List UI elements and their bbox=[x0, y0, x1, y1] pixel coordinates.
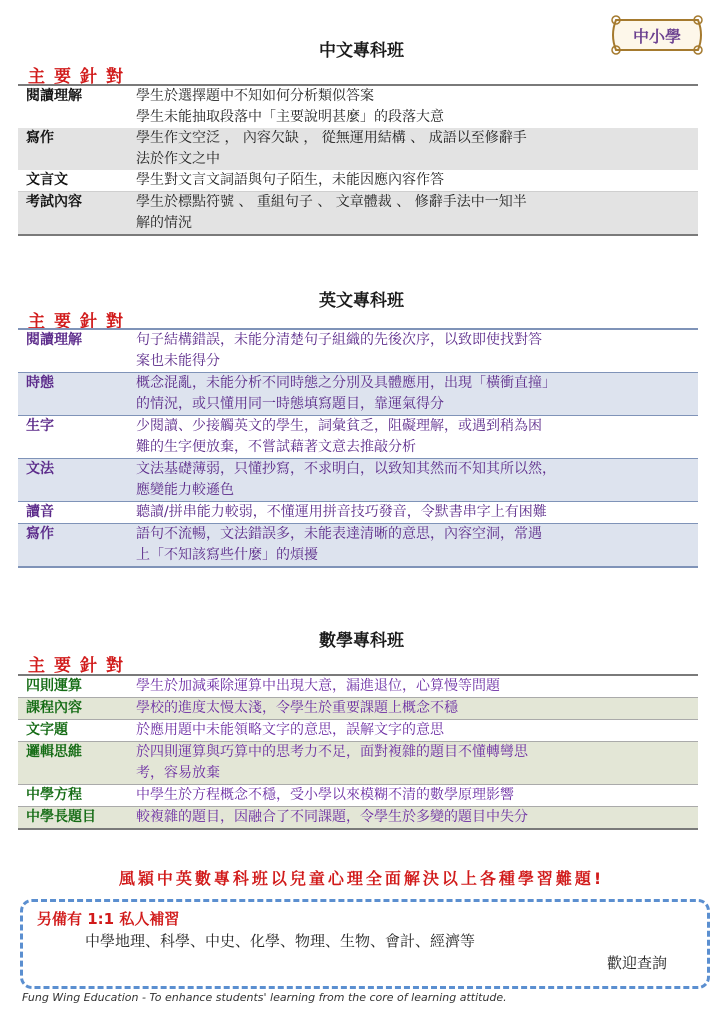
chinese-table bbox=[18, 84, 698, 236]
row-label: 生字 bbox=[26, 418, 54, 434]
table-row bbox=[18, 742, 698, 785]
table-row bbox=[18, 676, 698, 698]
row-label: 文言文 bbox=[26, 172, 68, 188]
row-label: 中學長題目 bbox=[26, 809, 96, 825]
table-row bbox=[18, 720, 698, 742]
table-row bbox=[18, 330, 698, 373]
row-label: 閱讀理解 bbox=[26, 332, 82, 348]
row-label: 中學方程 bbox=[26, 787, 82, 803]
chinese-title: 中文專科班 bbox=[319, 41, 404, 61]
row-text: 中學生於方程概念不穩，受小學以來模糊不清的數學原理影響 bbox=[136, 787, 514, 803]
extra-tutoring-box bbox=[20, 899, 710, 989]
footer-tagline: Fung Wing Education - To enhance students' learning from the core of learning attitude. bbox=[22, 991, 507, 1004]
row-text: 語句不流暢，文法錯誤多，未能表達清晰的意思，內容空洞，常遇 上「不知該寫些什麼」的煩擾 bbox=[136, 526, 542, 563]
table-row bbox=[18, 502, 698, 524]
badge-label: 中小學 bbox=[632, 27, 681, 46]
math-table bbox=[18, 674, 698, 830]
table-row bbox=[18, 86, 698, 128]
row-label: 寫作 bbox=[26, 130, 54, 146]
row-label: 讀音 bbox=[26, 504, 54, 520]
row-label: 課程內容 bbox=[26, 700, 82, 716]
table-row bbox=[18, 416, 698, 459]
slogan: 風穎中英數專科班以兒童心理全面解決以上各種學習難題! bbox=[118, 869, 605, 888]
row-text: 學生於加減乘除運算中出現大意，漏進退位，心算慢等問題 bbox=[136, 678, 500, 694]
table-row bbox=[18, 524, 698, 568]
row-text: 聽讀/拼串能力較弱，不懂運用拼音技巧發音，令默書串字上有困難 bbox=[136, 504, 547, 520]
math-focus-heading: 主要針對 bbox=[28, 656, 132, 676]
row-text: 學生對文言文詞語與句子陌生，未能因應內容作答 bbox=[136, 172, 444, 188]
row-label: 文法 bbox=[26, 461, 54, 477]
row-label: 四則運算 bbox=[26, 678, 82, 694]
table-row bbox=[18, 459, 698, 502]
inquiry-text: 歡迎查詢 bbox=[606, 954, 667, 972]
tutoring-heading: 另備有 1:1 私人補習 bbox=[37, 910, 180, 928]
table-row bbox=[18, 170, 698, 192]
row-text: 文法基礎薄弱，只懂抄寫，不求明白，以致知其然而不知其所以然， 應變能力較遜色 bbox=[136, 461, 556, 498]
english-table bbox=[18, 328, 698, 568]
table-row bbox=[18, 807, 698, 830]
row-text: 少閱讀、少接觸英文的學生，詞彙貧乏，阻礙理解，或遇到稍為困 難的生字便放棄，不嘗試藉著文意去推敲分析 bbox=[136, 418, 542, 455]
row-text: 概念混亂，未能分析不同時態之分別及具體應用，出現「橫衝直撞」 的情況，或只懂用同一時態填寫題目，靠運氣得分 bbox=[136, 375, 556, 412]
table-row bbox=[18, 373, 698, 416]
row-text: 學校的進度太慢太淺，令學生於重要課題上概念不穩 bbox=[136, 700, 458, 716]
row-text: 於四則運算與巧算中的思考力不足，面對複雜的題目不懂轉彎思 考，容易放棄 bbox=[136, 744, 528, 781]
row-text: 於應用題中未能領略文字的意思，誤解文字的意思 bbox=[136, 722, 444, 738]
english-focus-heading: 主要針對 bbox=[28, 312, 132, 332]
row-text: 學生於選擇題中不知如何分析類似答案 學生未能抽取段落中「主要說明甚麼」的段落大意 bbox=[136, 88, 444, 125]
table-row bbox=[18, 192, 698, 236]
row-label: 時態 bbox=[26, 375, 54, 391]
table-row bbox=[18, 785, 698, 807]
row-text: 句子結構錯誤，未能分清楚句子組織的先後次序，以致即使找對答 案也未能得分 bbox=[136, 332, 542, 369]
row-text: 較複雜的題目，因融合了不同課題，令學生於多變的題目中失分 bbox=[136, 809, 528, 825]
english-title: 英文專科班 bbox=[319, 291, 404, 311]
row-label: 邏輯思維 bbox=[26, 744, 82, 760]
tutoring-subjects: 中學地理、科學、中史、化學、物理、生物、會計、經濟等 bbox=[85, 932, 476, 950]
row-text: 學生於標點符號 、 重組句子 、 文章體裁 、 修辭手法中一知半 解的情況 bbox=[136, 194, 527, 231]
row-text: 學生作文空泛 ， 內容欠缺 ， 從無運用結構 、 成語以至修辭手 法於作文之中 bbox=[136, 130, 527, 167]
row-label: 閱讀理解 bbox=[26, 88, 82, 104]
math-title: 數學專科班 bbox=[319, 631, 404, 651]
row-label: 文字題 bbox=[26, 722, 68, 738]
row-label: 考試內容 bbox=[26, 194, 82, 210]
chinese-focus-heading: 主要針對 bbox=[28, 67, 132, 87]
table-row bbox=[18, 698, 698, 720]
table-row bbox=[18, 128, 698, 170]
row-label: 寫作 bbox=[26, 526, 54, 542]
